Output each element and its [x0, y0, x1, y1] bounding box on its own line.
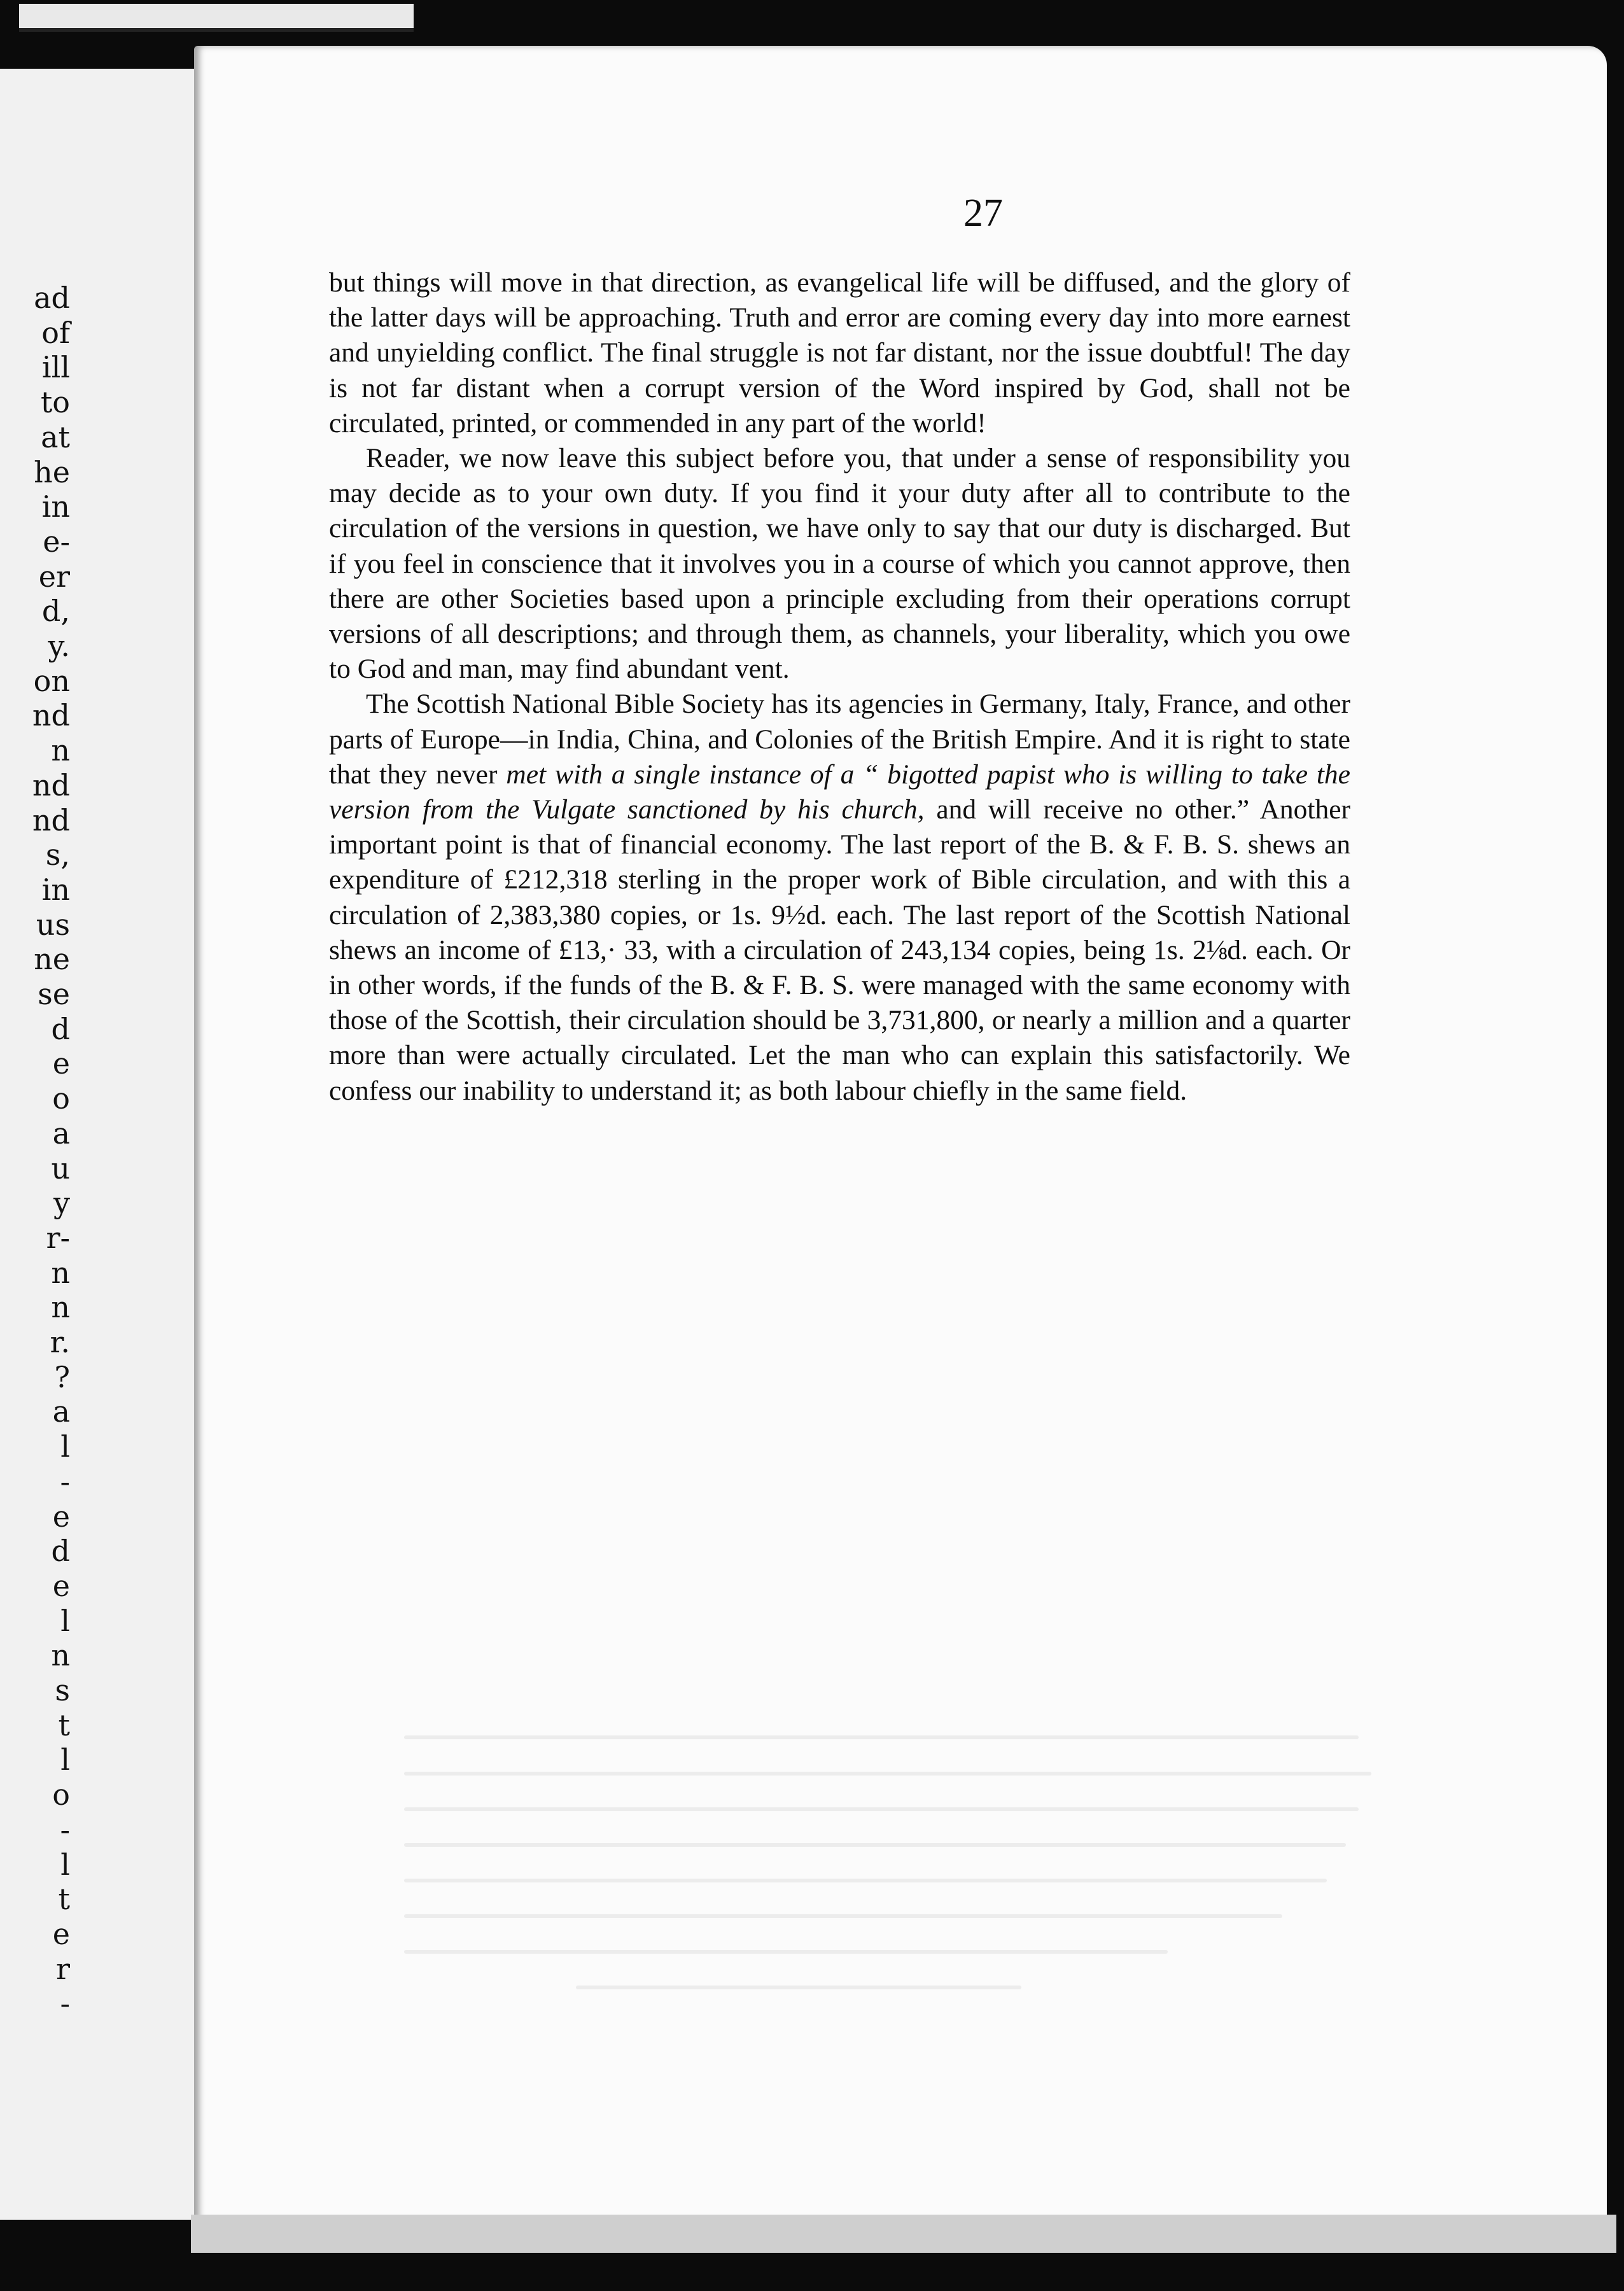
- facing-page-text-fragment: n: [51, 733, 70, 768]
- paragraph-2: Reader, we now leave this subject before you, that under a sense of responsibility you may decide as to your own duty. If you find it your duty after all to contribute to the circulation of the versions in question, we have only to say that our duty is discharged. But if you feel in conscience that it involves you in a course of which you cannot approve, then there are other Societies based upon a principle excluding from their operations corrupt versions of all descriptions; and through them, as channels, your liberality, which you owe to God and man, may find abundant vent.: [329, 443, 1350, 685]
- facing-page-text-fragment: se: [38, 977, 70, 1011]
- facing-page-text-fragment: n: [51, 1255, 70, 1290]
- facing-page-text-fragment: -: [60, 1986, 70, 2021]
- bleed-through-line: [404, 1843, 1346, 1847]
- facing-page-fragment: [0, 69, 201, 2220]
- facing-page-text-fragment: a: [52, 1394, 70, 1429]
- facing-page-text-fragment: a: [52, 1116, 70, 1151]
- facing-page-text-fragment: d: [51, 1534, 70, 1569]
- facing-page-text-fragment: o: [52, 1777, 70, 1812]
- bottom-page-edge: [191, 2215, 1616, 2253]
- facing-page-text-fragment: -: [60, 1812, 70, 1847]
- facing-page-text-fragment: l: [60, 1847, 70, 1882]
- facing-page-text-fragment: at: [41, 419, 70, 454]
- facing-page-text-fragment: r.: [50, 1325, 70, 1359]
- facing-page-text-fragment: -: [60, 1464, 70, 1499]
- facing-page-text-fragment: l: [60, 1742, 70, 1777]
- bleed-through-line: [404, 1950, 1168, 1954]
- facing-page-text-fragment: nd: [32, 802, 70, 837]
- facing-page-text-fragment: o: [52, 1081, 70, 1116]
- facing-page-text-fragment: u: [51, 1151, 70, 1186]
- facing-page-text-fragment: s: [55, 1673, 70, 1707]
- facing-page-text-fragment: e: [52, 1046, 70, 1081]
- facing-page-text-fragment: er: [38, 559, 70, 594]
- facing-page-text-fragment: to: [40, 385, 70, 420]
- paragraph-3: [329, 687, 1350, 1108]
- paragraph-1: but things will move in that direction, as evangelical life will be diffused, and the glory of the latter days will be approaching. Truth and error are coming every day into more earnest and unyielding conflict. The final struggle is not far distant, nor the issue doubtful! The day is not far distant when a corrupt version of the Word inspired by God, shall not be circulated, printed, or commended in any part of the world!: [329, 267, 1350, 438]
- facing-page-text-fragment: r: [56, 1951, 70, 1986]
- facing-page-text-fragment: y: [53, 1186, 70, 1221]
- paragraph-3-text-b: and will receive no other.” Another important point is that of financial economy. The last report of the B. & F. B. S. shews an expenditure of £212,318 sterling in the proper work of Bible circulation, and with this a circulation of 2,383,380 copies, or 1s. 9½d. each. The last report of the Scottish National shews an income of £13,· 33, with a circulation of 243,134 copies, being 1s. 2⅛d. each. Or in other words, if the funds of the B. & F. B. S. were managed with the same economy with those of the Scottish, their circulation should be 3,731,800, or nearly a million and a quarter more than were actually circulated. Let the man who can explain this satisfactorily. We confess our inability to understand it; as both labour chiefly in the same field.: [329, 794, 1350, 1106]
- facing-page-text-fragment: ad: [34, 281, 70, 315]
- facing-page-text-fragment: n: [51, 1290, 70, 1325]
- facing-page-text-fragment: nd: [32, 767, 70, 802]
- facing-page-text-fragment: t: [58, 1882, 70, 1917]
- facing-page-text-fragment: d,: [41, 594, 70, 629]
- top-page-edge: [19, 4, 414, 32]
- facing-page-text-fragment: d: [51, 1011, 70, 1046]
- facing-page-text-fragment: he: [34, 454, 70, 489]
- facing-page-text-fragment: r-: [46, 1220, 70, 1255]
- bleed-through-line: [404, 1807, 1359, 1811]
- facing-page-text-fragment: us: [36, 907, 70, 942]
- bleed-through-line: [404, 1914, 1282, 1918]
- facing-page-text-fragment: l: [60, 1603, 70, 1638]
- facing-page-text-fragment: n: [51, 1638, 70, 1673]
- facing-page-text-fragment: t: [58, 1707, 70, 1742]
- paragraph-3-text-a: The Scottish National Bible Society has its agencies in Germany, Italy, France, and other parts of Europe—in India, China, and Colonies of the British Empire. And it is right to state that they never: [329, 689, 1350, 790]
- facing-page-text-fragment: ill: [41, 350, 70, 385]
- paragraph-3-italic-quote: met with a single instance of a “ bigotted papist who is willing to take the version from the Vulgate sanctioned by his church,: [329, 759, 1350, 825]
- facing-page-text-fragment: e: [52, 1916, 70, 1951]
- body-text: [329, 265, 1350, 1109]
- facing-page-text-fragment: of: [41, 315, 70, 350]
- facing-page-text-fragment: l: [60, 1429, 70, 1464]
- facing-page-text-fragment: ?: [54, 1359, 70, 1394]
- bleed-through-line: [576, 1986, 1021, 1989]
- facing-page-text-fragment: nd: [32, 698, 70, 733]
- page-number: 27: [963, 192, 1003, 235]
- bleed-through-line: [404, 1735, 1359, 1739]
- facing-page-text-fragment: e: [52, 1499, 70, 1534]
- facing-page-text-fragment: s,: [45, 837, 70, 872]
- facing-page-text-fragment: ne: [34, 942, 70, 977]
- facing-page-text-fragment: in: [41, 872, 70, 907]
- main-page: [194, 46, 1607, 2235]
- bleed-through-line: [404, 1772, 1371, 1776]
- facing-page-text-fragment: on: [33, 663, 70, 698]
- facing-page-text-fragment: y.: [48, 629, 70, 663]
- bleed-through-line: [404, 1879, 1327, 1882]
- facing-page-text-fragment: e: [52, 1568, 70, 1603]
- facing-page-text-fragment: in: [41, 489, 70, 524]
- facing-page-text-fragment: e-: [43, 524, 70, 559]
